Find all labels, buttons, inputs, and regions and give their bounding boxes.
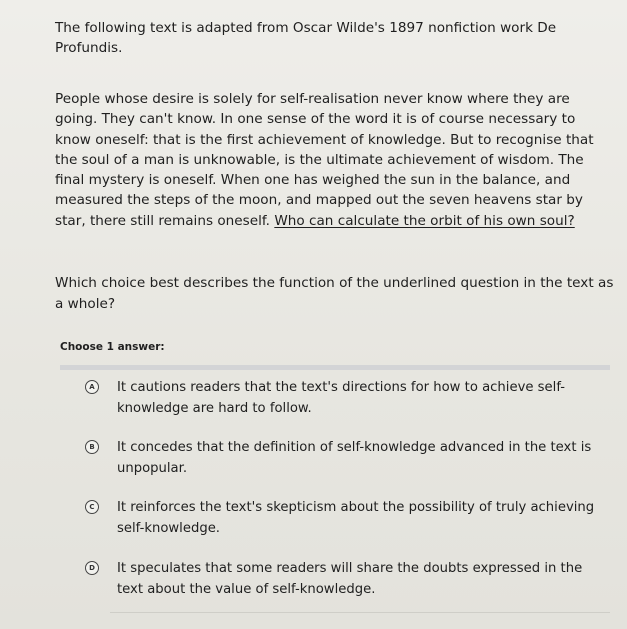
question-prompt: Which choice best describes the function of the underlined question in the text as a whole? [55,275,614,312]
passage-body: People whose desire is solely for self-realisation never know where they are going. They can't know. In one sense of the word it is of course necessary to know oneself: that is the first achievement of knowledge. But to recognise that the soul of a man is unknowable, is the ultimate achievement of wisdom. The final mystery is oneself. When one has weighed the sun in the balance, and measured the steps of the moon, and mapped out the seven heavens star by star, there still remains oneself. [55,91,594,229]
answer-option-c[interactable] [85,497,610,541]
option-c-text: It reinforces the text's skepticism about the possibility of truly achieving self-knowledge. [117,500,595,536]
option-b-text: It concedes that the definition of self-knowledge advanced in the text is unpopular. [117,440,592,476]
passage-intro: The following text is adapted from Oscar Wilde's 1897 nonfiction work De Profundis. [55,20,557,56]
bottom-divider [110,612,610,613]
option-a-radio-icon[interactable]: A [85,380,99,394]
answer-option-b[interactable] [85,437,610,481]
underlined-question: Who can calculate the orbit of his own soul? [274,212,575,229]
divider [60,365,610,370]
answer-option-a[interactable] [85,377,610,421]
option-a-text: It cautions readers that the text's directions for how to achieve self-knowledge are hard to follow. [117,380,566,416]
choose-answer-label: Choose 1 answer: [60,341,165,353]
option-c-radio-icon[interactable]: C [85,500,99,514]
passage-text [55,89,615,231]
option-d-radio-icon[interactable]: D [85,561,99,575]
option-b-radio-icon[interactable]: B [85,440,99,454]
answer-option-d[interactable] [85,558,610,602]
option-d-text: It speculates that some readers will share the doubts expressed in the text about the value of self-knowledge. [117,561,583,597]
